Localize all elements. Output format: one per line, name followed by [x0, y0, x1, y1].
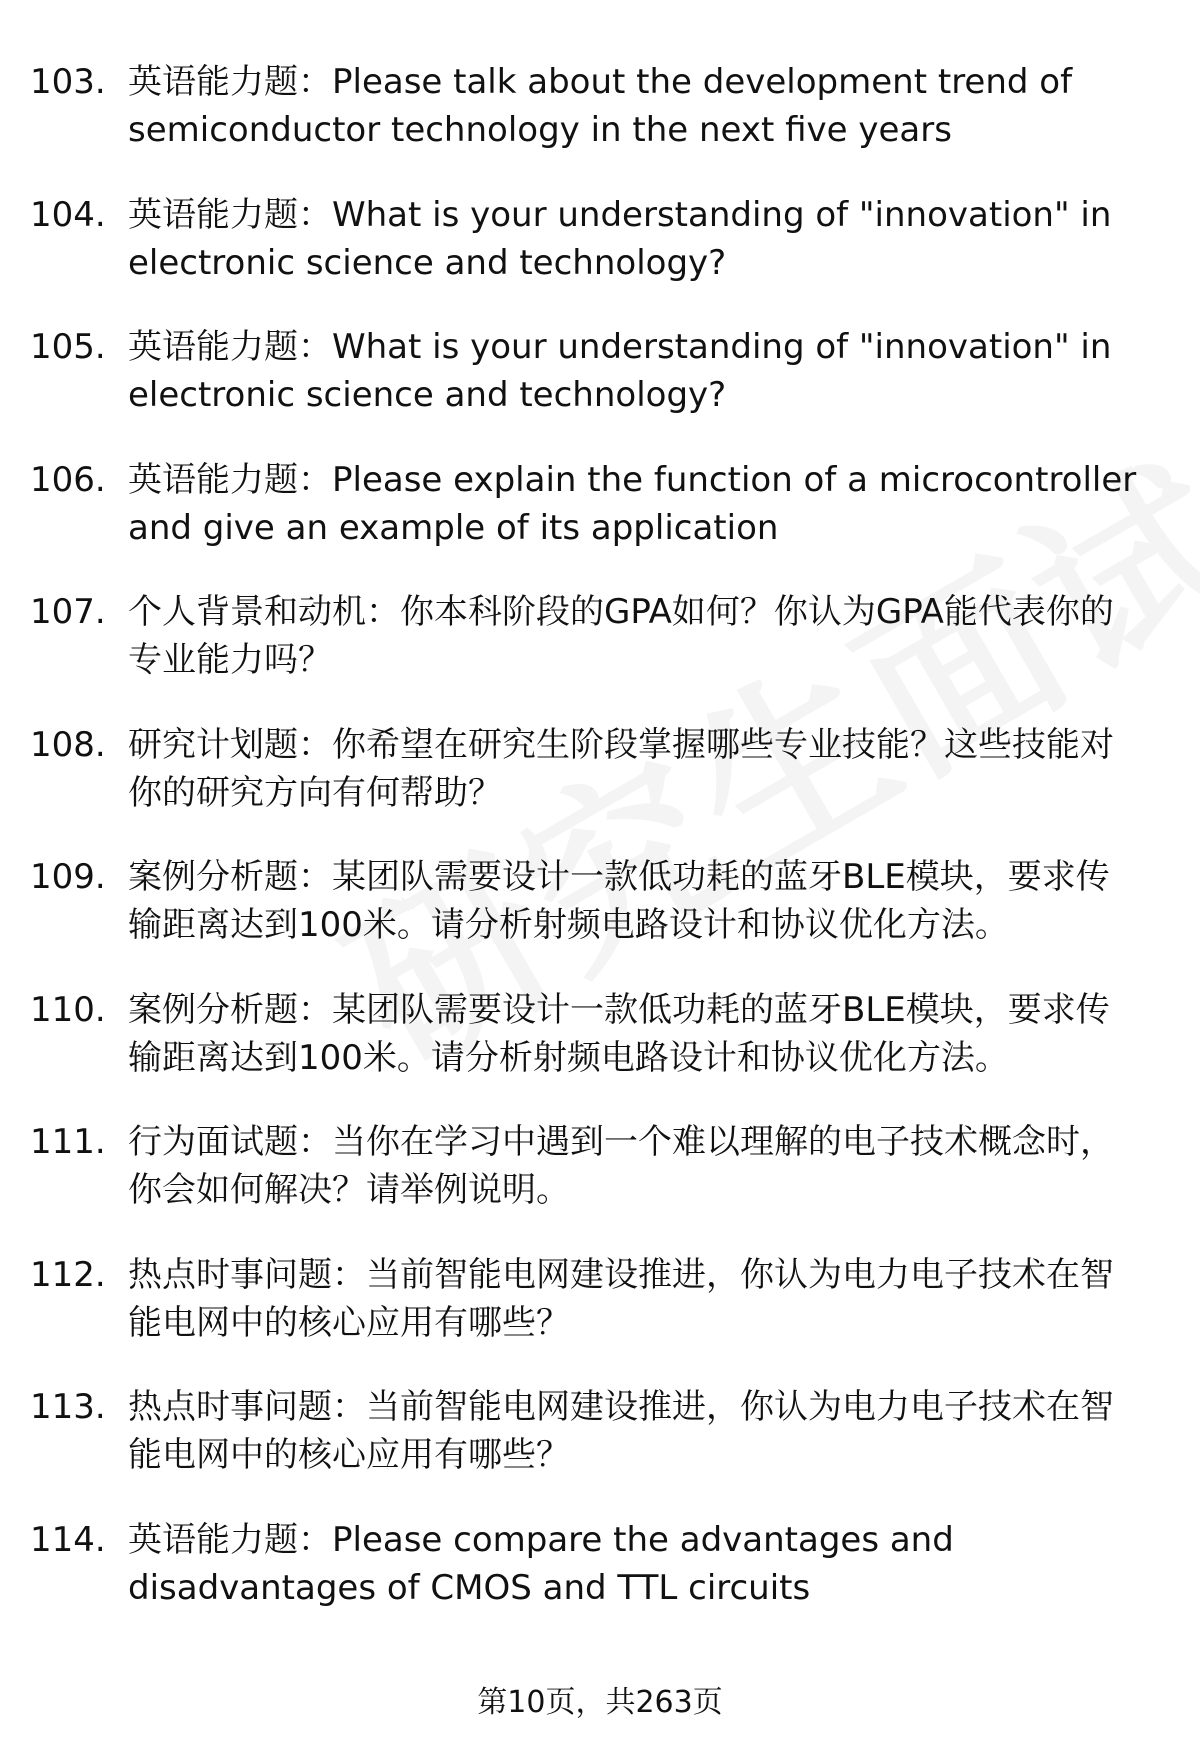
question-body: Please talk about the development trend of semiconductor technology in the next five years: [128, 62, 1073, 150]
question-number: 107.: [30, 592, 106, 632]
question-body: 你希望在研究生阶段掌握哪些专业技能？这些技能对你的研究方向有何帮助？: [128, 724, 1114, 813]
question-category: 英语能力题：: [128, 1519, 332, 1560]
question-item: [0, 853, 1200, 986]
question-text: [128, 721, 1138, 817]
question-text: [128, 323, 1138, 419]
question-category: 行为面试题：: [128, 1122, 332, 1162]
question-body: 某团队需要设计一款低功耗的蓝牙BLE模块，要求传输距离达到100米。请分析射频电路设计和协议优化方法。: [128, 989, 1110, 1078]
question-body: 当前智能电网建设推进，你认为电力电子技术在智能电网中的核心应用有哪些？: [128, 1387, 1114, 1475]
question-body: 当你在学习中遇到一个难以理解的电子技术概念时，你会如何解决？请举例说明。: [128, 1122, 1114, 1210]
question-text: [128, 853, 1138, 949]
question-item: [0, 986, 1200, 1119]
question-list: [0, 58, 1200, 1648]
question-text: [128, 986, 1138, 1082]
question-text: [128, 58, 1138, 154]
question-body: 你本科阶段的GPA如何？你认为GPA能代表你的专业能力吗？: [128, 592, 1114, 680]
question-category: 热点时事问题：: [128, 1387, 366, 1427]
question-number: 103.: [30, 62, 106, 102]
question-item: [0, 588, 1200, 721]
question-text: [128, 1118, 1138, 1214]
question-item: [0, 1516, 1200, 1649]
question-category: 英语能力题：: [128, 327, 332, 367]
question-item: [0, 721, 1200, 854]
question-item: [0, 1118, 1200, 1251]
question-number: 104.: [30, 194, 106, 235]
question-body: What is your understanding of "innovation" in electronic science and technology?: [128, 194, 1112, 283]
question-item: [0, 58, 1200, 191]
question-body: 当前智能电网建设推进，你认为电力电子技术在智能电网中的核心应用有哪些？: [128, 1254, 1114, 1343]
question-text: [128, 1251, 1138, 1347]
question-text: [128, 588, 1138, 684]
question-number: 113.: [30, 1387, 106, 1427]
question-body: What is your understanding of "innovation" in electronic science and technology?: [128, 327, 1112, 415]
question-category: 英语能力题：: [128, 62, 332, 102]
question-number: 110.: [30, 989, 106, 1030]
question-item: [0, 323, 1200, 456]
question-body: 某团队需要设计一款低功耗的蓝牙BLE模块，要求传输距离达到100米。请分析射频电路设计和协议优化方法。: [128, 857, 1110, 945]
question-item: [0, 1383, 1200, 1516]
question-text: [128, 1383, 1138, 1479]
question-category: 英语能力题：: [128, 459, 332, 500]
question-number: 114.: [30, 1519, 106, 1560]
question-text: [128, 456, 1138, 552]
question-category: 案例分析题：: [128, 857, 332, 897]
question-item: [0, 456, 1200, 589]
question-item: [0, 1251, 1200, 1384]
question-category: 热点时事问题：: [128, 1254, 366, 1295]
question-text: [128, 191, 1138, 287]
question-body: Please compare the advantages and disadvantages of CMOS and TTL circuits: [128, 1519, 954, 1608]
question-category: 案例分析题：: [128, 989, 332, 1030]
question-number: 109.: [30, 857, 106, 897]
question-number: 106.: [30, 459, 106, 500]
question-number: 105.: [30, 327, 106, 367]
question-number: 108.: [30, 724, 106, 765]
question-text: [128, 1516, 1138, 1612]
page-footer: 第10页，共263页: [477, 1685, 723, 1720]
question-number: 111.: [30, 1122, 106, 1162]
question-category: 英语能力题：: [128, 194, 332, 235]
question-category: 研究计划题：: [128, 724, 332, 765]
question-number: 112.: [30, 1254, 106, 1295]
question-item: [0, 191, 1200, 324]
question-category: 个人背景和动机：: [128, 592, 400, 632]
question-body: Please explain the function of a microcontroller and give an example of its application: [128, 459, 1137, 548]
